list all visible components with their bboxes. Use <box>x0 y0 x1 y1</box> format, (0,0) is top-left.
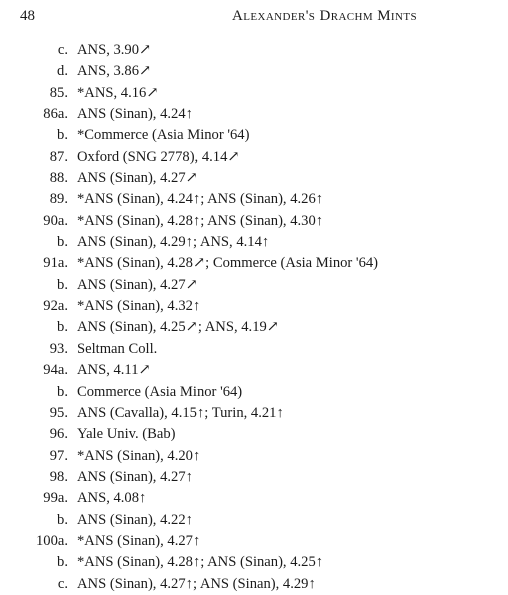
catalog-entry <box>0 296 508 317</box>
catalog-entry <box>0 168 508 189</box>
catalog-entry <box>0 382 508 403</box>
entry-text: ANS, 3.86↗ <box>77 63 152 80</box>
entry-label: 91a. <box>43 255 68 272</box>
entry-label: 85. <box>49 84 68 101</box>
entry-label: 95. <box>49 404 68 421</box>
entry-label: b. <box>57 319 68 336</box>
catalog-entry <box>0 211 508 232</box>
entry-text: ANS, 3.90↗ <box>77 42 152 58</box>
entry-label: c. <box>57 575 68 592</box>
entry-text: Seltman Coll. <box>77 340 158 357</box>
entry-label: 90a. <box>43 212 68 229</box>
entry-label: b. <box>57 127 68 144</box>
entry-label: c. <box>57 42 68 58</box>
catalog-entry <box>0 253 508 274</box>
catalog-entry <box>0 339 508 360</box>
catalog-entry <box>0 552 508 573</box>
entry-label: 86a. <box>43 106 68 123</box>
catalog-entry <box>0 232 508 253</box>
catalog-entry <box>0 574 508 595</box>
entry-text: ANS (Sinan), 4.27↑ <box>77 468 193 485</box>
entry-text: *ANS (Sinan), 4.28↑; ANS (Sinan), 4.30↑ <box>77 212 324 229</box>
catalog-entry <box>0 40 508 61</box>
catalog-entries <box>0 40 508 595</box>
entry-label: 100a. <box>35 532 68 549</box>
catalog-entry <box>0 531 508 552</box>
entry-label: b. <box>57 234 68 251</box>
catalog-entry <box>0 189 508 210</box>
entry-text: Yale Univ. (Bab) <box>77 426 176 443</box>
entry-text: ANS (Sinan), 4.25↗; ANS, 4.19↗ <box>77 319 280 336</box>
entry-text: *ANS (Sinan), 4.24↑; ANS (Sinan), 4.26↑ <box>77 191 324 208</box>
entry-text: ANS, 4.08↑ <box>77 490 147 507</box>
entry-label: b. <box>57 554 68 571</box>
entry-text: *ANS (Sinan), 4.32↑ <box>77 298 201 315</box>
entry-label: 93. <box>49 340 68 357</box>
entry-text: *ANS (Sinan), 4.20↑ <box>77 447 201 464</box>
entry-text: *ANS (Sinan), 4.28↑; ANS (Sinan), 4.25↑ <box>77 554 324 571</box>
entry-text: *ANS (Sinan), 4.28↗; Commerce (Asia Minor '64) <box>77 255 379 272</box>
entry-text: ANS, 4.11↗ <box>77 362 151 379</box>
entry-text: ANS (Sinan), 4.27↗ <box>77 276 198 293</box>
entry-text: ANS (Sinan), 4.22↑ <box>77 511 193 528</box>
entry-label: 87. <box>49 148 68 165</box>
catalog-entry <box>0 125 508 146</box>
entry-text: ANS (Sinan), 4.29↑; ANS, 4.14↑ <box>77 234 270 251</box>
entry-label: 97. <box>49 447 68 464</box>
entry-text: *Commerce (Asia Minor '64) <box>77 127 250 144</box>
catalog-entry <box>0 467 508 488</box>
catalog-entry <box>0 360 508 381</box>
entry-text: ANS (Cavalla), 4.15↑; Turin, 4.21↑ <box>77 404 284 421</box>
entry-text: *ANS, 4.16↗ <box>77 84 159 101</box>
catalog-entry <box>0 317 508 338</box>
catalog-entry <box>0 147 508 168</box>
entry-label: 99a. <box>43 490 68 507</box>
catalog-entry <box>0 104 508 125</box>
entry-label: b. <box>57 383 68 400</box>
entry-label: 92a. <box>43 298 68 315</box>
entry-label: d. <box>57 63 68 80</box>
entry-label: 96. <box>49 426 68 443</box>
entry-text: ANS (Sinan), 4.27↑; ANS (Sinan), 4.29↑ <box>77 575 316 592</box>
entry-text: ANS (Sinan), 4.27↗ <box>77 170 198 187</box>
entry-label: 94a. <box>43 362 68 379</box>
running-title: Alexander's Drachm Mints <box>232 8 417 24</box>
catalog-entry <box>0 488 508 509</box>
entry-text: Commerce (Asia Minor '64) <box>77 383 243 400</box>
entry-text: ANS (Sinan), 4.24↑ <box>77 106 193 123</box>
catalog-entry <box>0 403 508 424</box>
entry-text: *ANS (Sinan), 4.27↑ <box>77 532 201 549</box>
catalog-entry <box>0 510 508 531</box>
catalog-entry <box>0 61 508 82</box>
entry-label: b. <box>57 276 68 293</box>
entry-label: b. <box>57 511 68 528</box>
catalog-entry <box>0 83 508 104</box>
page-number: 48 <box>20 8 35 24</box>
entry-label: 88. <box>49 170 68 187</box>
catalog-entry <box>0 424 508 445</box>
entry-text: Oxford (SNG 2778), 4.14↗ <box>77 148 240 165</box>
catalog-entry <box>0 446 508 467</box>
catalog-entry <box>0 275 508 296</box>
entry-label: 89. <box>49 191 68 208</box>
entry-label: 98. <box>49 468 68 485</box>
